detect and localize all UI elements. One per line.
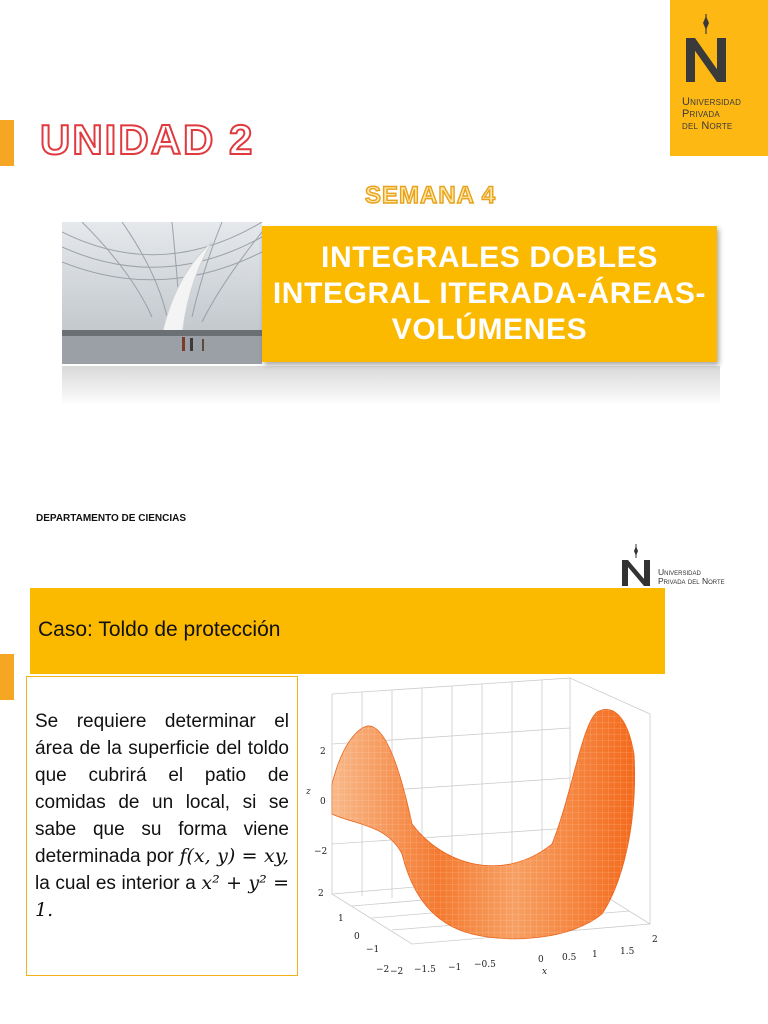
x-tick: 0.5 [562, 953, 577, 963]
x-tick: −1.5 [414, 965, 436, 975]
case-slide [0, 540, 768, 1024]
upn-n-logo-icon [618, 544, 654, 588]
unit-title: UNIDAD 2 [40, 116, 255, 163]
university-logo [670, 0, 768, 156]
z-tick: 0 [320, 797, 326, 807]
course-title-line-3: VOLÚMENES [391, 313, 588, 346]
department-label: DEPARTAMENTO DE CIENCIAS [36, 513, 187, 524]
x-tick: 1 [592, 950, 598, 960]
university-name-line3: del Norte [682, 120, 733, 132]
function-formula: f(x, y) = xy, [179, 845, 289, 867]
week-title: SEMANA 4 [365, 182, 497, 209]
x-tick: 1.5 [620, 947, 635, 957]
x-tick: 0 [538, 955, 544, 965]
z-tick: −2 [314, 847, 328, 857]
x-axis-label: x [542, 967, 548, 976]
problem-box [26, 676, 298, 976]
y-tick: 1 [338, 914, 344, 924]
university-name-line1: Universidad [682, 96, 742, 108]
university-name [682, 96, 741, 132]
y-tick: 0 [354, 932, 360, 942]
accent-bar [0, 654, 14, 700]
upn-n-logo-icon [682, 14, 730, 84]
university-name-small-line1: Universidad [658, 567, 701, 577]
university-name-line2: Privada [682, 108, 720, 120]
problem-text: Se requiere determinar el área de la superficie del toldo que cubrirá el patio de comidas de un local, si se sabe que su forma viene determinada por [35, 711, 289, 867]
x-tick: −1 [448, 963, 462, 973]
course-title-line-2: INTEGRAL ITERADA-ÁREAS- [272, 277, 707, 310]
z-axis-label: z [306, 787, 311, 797]
banner-reflection [62, 366, 720, 406]
problem-text-middle: la cual es interior a [35, 873, 196, 894]
saddle-surface-plot [302, 674, 662, 976]
case-header [30, 588, 665, 674]
accent-bar [0, 120, 14, 166]
y-tick: −2 [376, 965, 390, 975]
x-tick: −0.5 [474, 960, 496, 970]
course-title-box [262, 226, 717, 362]
architecture-photo [62, 222, 262, 364]
z-tick: 2 [320, 747, 326, 757]
y-tick: 2 [318, 889, 324, 899]
university-logo-small [618, 544, 768, 588]
problem-statement [35, 708, 289, 924]
university-name-small-line2: Privada del Norte [658, 576, 725, 586]
x-tick: 2 [652, 935, 658, 945]
title-banner [62, 222, 720, 364]
case-title: Caso: Toldo de protección [38, 618, 281, 641]
university-name-small [658, 568, 725, 586]
course-title-line-1: INTEGRALES DOBLES [321, 241, 658, 274]
y-tick: −1 [366, 945, 380, 955]
x-tick: −2 [390, 967, 404, 976]
circle-formula: x² + y² = 1. [35, 872, 289, 921]
